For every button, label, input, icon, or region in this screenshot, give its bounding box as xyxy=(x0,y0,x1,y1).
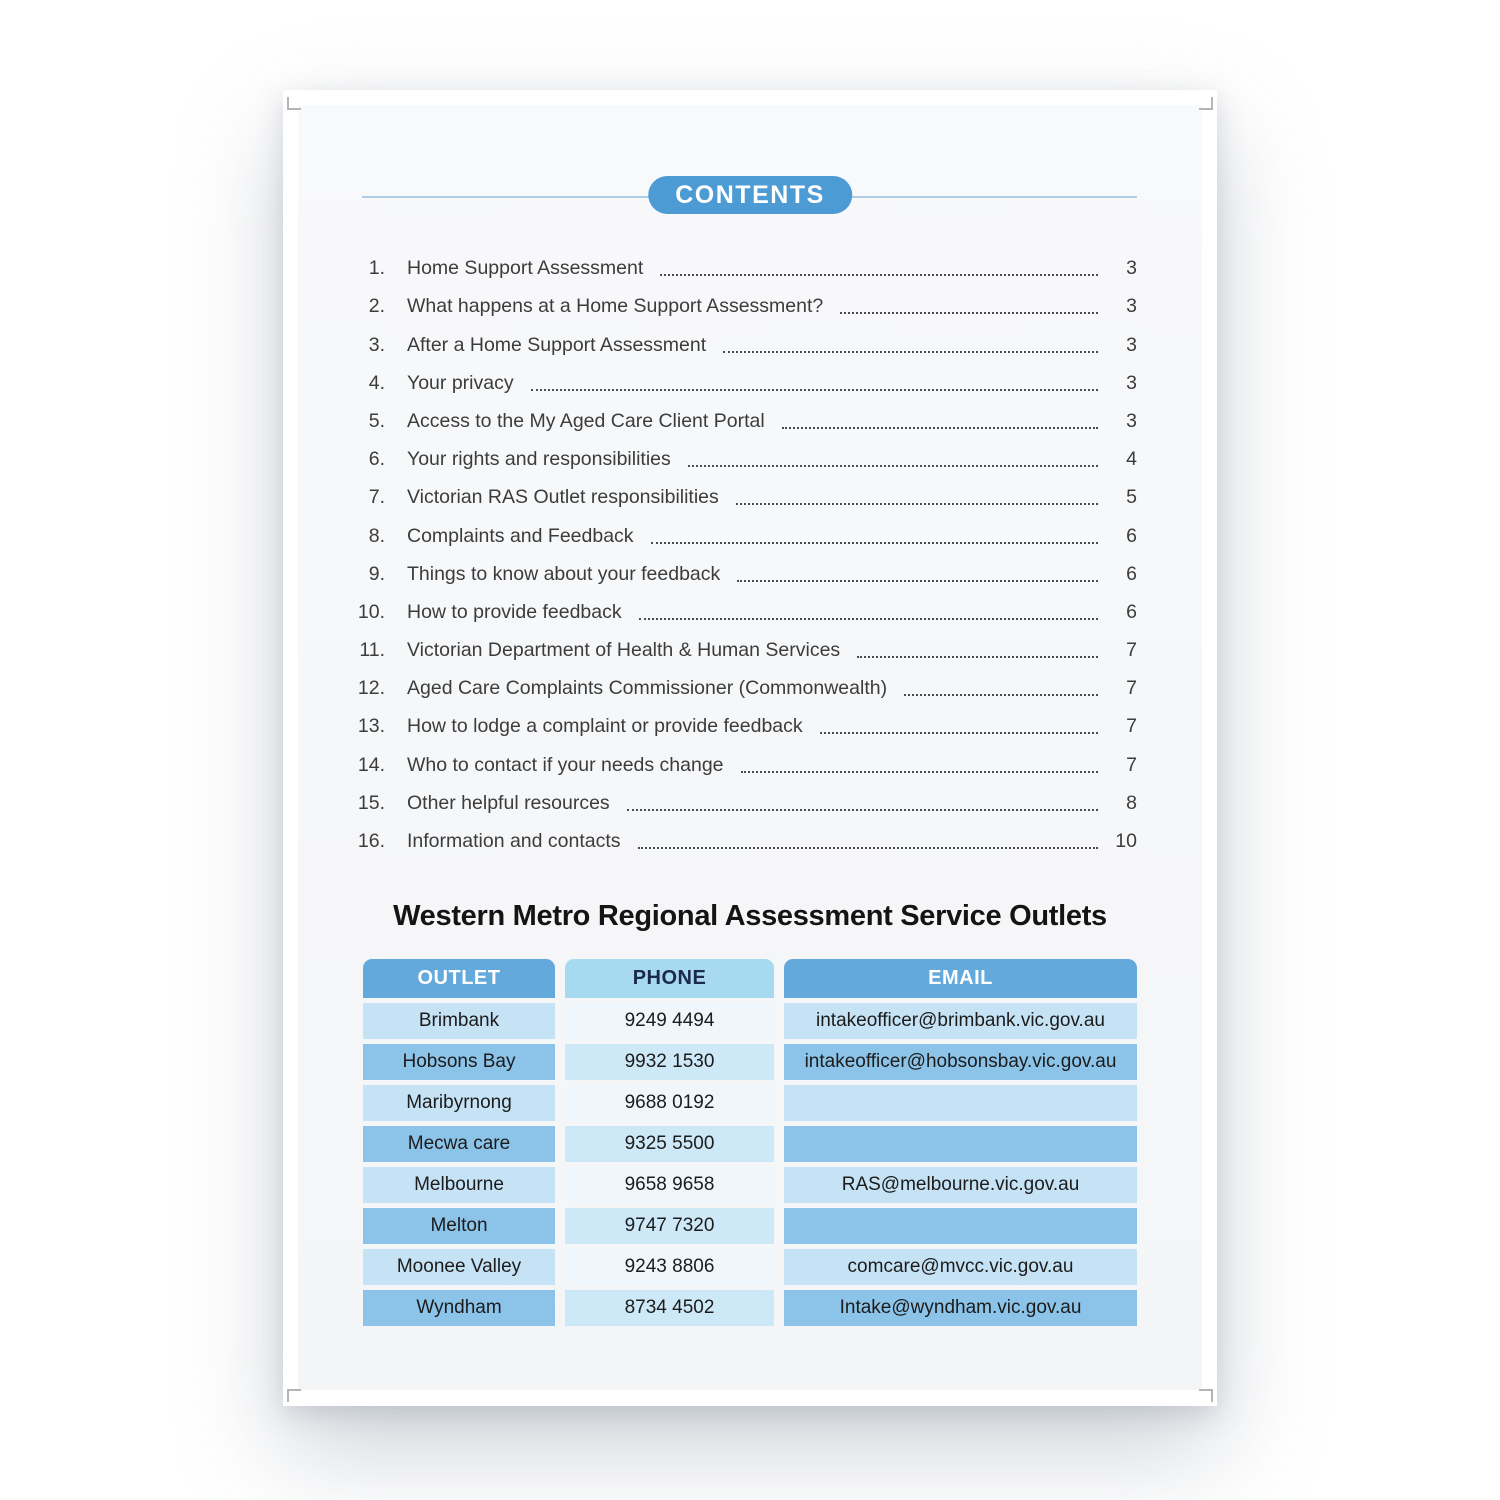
toc-entry-title: Things to know about your feedback xyxy=(407,562,721,585)
toc-entry-title: How to provide feedback xyxy=(407,600,622,623)
toc-entry-page-number: 3 xyxy=(1126,295,1137,318)
toc-leader-dots xyxy=(688,465,1098,467)
toc-entry-number: 2. xyxy=(368,295,385,318)
email-column-header: EMAIL xyxy=(784,959,1137,998)
phone-cell: 9932 1530 xyxy=(565,1044,774,1080)
toc-entry-number: 14. xyxy=(357,753,385,776)
phone-cell: 9249 4494 xyxy=(565,1003,774,1039)
toc-leader-dots xyxy=(627,809,1098,811)
outlets-table-header-row xyxy=(363,959,1137,998)
toc-entry-number: 3. xyxy=(368,333,385,356)
toc-entry-number: 6. xyxy=(368,448,385,471)
toc-entry-title: Your privacy xyxy=(407,371,514,394)
toc-entry-title: Complaints and Feedback xyxy=(407,524,634,547)
phone-cell: 9325 5500 xyxy=(565,1126,774,1162)
toc-entry-title: Information and contacts xyxy=(407,830,621,852)
toc-entry-page-number: 6 xyxy=(1126,600,1137,623)
outlet-cell: Hobsons Bay xyxy=(363,1044,555,1080)
toc-entry-title: Home Support Assessment xyxy=(407,257,644,280)
outlet-cell: Maribyrnong xyxy=(363,1085,555,1121)
toc-entry-title: After a Home Support Assessment xyxy=(407,333,707,356)
toc-entry-title: How to lodge a complaint or provide feedback xyxy=(407,715,803,738)
toc-entry-page-number: 7 xyxy=(1126,639,1137,662)
email-cell: intakeofficer@hobsonsbay.vic.gov.au xyxy=(784,1044,1137,1080)
toc-entry xyxy=(353,242,1137,280)
toc-entry-title: What happens at a Home Support Assessment? xyxy=(407,295,824,318)
email-cell xyxy=(784,1126,1137,1162)
toc-entry-number: 1. xyxy=(368,257,385,280)
email-cell: RAS@melbourne.vic.gov.au xyxy=(784,1167,1137,1203)
toc-entry-number: 8. xyxy=(368,524,385,547)
section-title: Western Metro Regional Assessment Service Outlets xyxy=(393,900,1107,932)
toc-entry-title: Your rights and responsibilities xyxy=(407,448,671,471)
toc-entry-number: 7. xyxy=(368,486,385,509)
toc-leader-dots xyxy=(651,542,1098,544)
toc-entry-page-number: 7 xyxy=(1126,715,1137,738)
outlet-cell: Melbourne xyxy=(363,1167,555,1203)
toc-leader-dots xyxy=(820,732,1098,734)
toc-leader-dots xyxy=(741,771,1098,773)
page-sheet xyxy=(283,90,1217,1406)
toc-entry xyxy=(353,357,1137,395)
outlets-table-body xyxy=(363,1003,1137,1326)
phone-column-header: PHONE xyxy=(565,959,774,998)
toc-entry-number: 13. xyxy=(357,715,385,738)
toc-leader-dots xyxy=(639,618,1098,620)
toc-entry xyxy=(353,624,1137,662)
toc-entry xyxy=(353,815,1137,853)
toc-entry-page-number: 7 xyxy=(1126,753,1137,776)
outlet-cell: Mecwa care xyxy=(363,1126,555,1162)
outlet-cell: Wyndham xyxy=(363,1290,555,1326)
toc-entry-number: 5. xyxy=(368,409,385,432)
toc-entry xyxy=(353,586,1137,624)
toc-leader-dots xyxy=(737,580,1098,582)
outlets-table xyxy=(363,959,1137,1326)
toc-entry xyxy=(353,548,1137,586)
toc-entry xyxy=(353,471,1137,509)
toc-entry-page-number: 3 xyxy=(1126,409,1137,432)
toc-entry xyxy=(353,738,1137,776)
table-of-contents xyxy=(353,242,1137,853)
phone-cell: 8734 4502 xyxy=(565,1290,774,1326)
phone-cell: 9658 9658 xyxy=(565,1167,774,1203)
phone-cell: 9243 8806 xyxy=(565,1249,774,1285)
toc-entry-page-number: 4 xyxy=(1126,448,1137,471)
toc-entry-page-number: 5 xyxy=(1126,486,1137,509)
toc-leader-dots xyxy=(857,656,1098,658)
outlet-cell: Brimbank xyxy=(363,1003,555,1039)
crop-mark-top-left-icon xyxy=(287,97,301,110)
toc-entry-page-number: 6 xyxy=(1126,562,1137,585)
toc-leader-dots xyxy=(782,427,1098,429)
outlet-cell: Melton xyxy=(363,1208,555,1244)
toc-leader-dots xyxy=(531,389,1098,391)
toc-entry xyxy=(353,509,1137,547)
toc-leader-dots xyxy=(723,351,1098,353)
toc-entry xyxy=(353,777,1137,815)
phone-cell: 9688 0192 xyxy=(565,1085,774,1121)
outlet-cell: Moonee Valley xyxy=(363,1249,555,1285)
toc-entry-page-number: 7 xyxy=(1126,677,1137,700)
email-cell: Intake@wyndham.vic.gov.au xyxy=(784,1290,1137,1326)
toc-entry-number: 9. xyxy=(368,562,385,585)
toc-entry-page-number: 6 xyxy=(1126,524,1137,547)
toc-entry-page-number: 3 xyxy=(1126,371,1137,394)
toc-entry xyxy=(353,318,1137,356)
toc-entry-number: 15. xyxy=(357,791,385,814)
toc-entry-title: Victorian RAS Outlet responsibilities xyxy=(407,486,719,509)
toc-entry-number: 4. xyxy=(368,371,385,394)
toc-entry-title: Who to contact if your needs change xyxy=(407,753,724,776)
toc-entry-number: 10. xyxy=(357,600,385,623)
email-cell xyxy=(784,1085,1137,1121)
toc-leader-dots xyxy=(904,694,1098,696)
toc-entry-title: Victorian Department of Health & Human Services xyxy=(407,639,841,662)
contents-heading: CONTENTS xyxy=(648,176,852,214)
toc-entry-page-number: 8 xyxy=(1126,791,1137,814)
crop-mark-bottom-right-icon xyxy=(1199,1389,1213,1402)
toc-entry-title: Other helpful resources xyxy=(407,791,610,814)
toc-leader-dots xyxy=(736,503,1098,505)
outlet-column-header: OUTLET xyxy=(363,959,555,998)
toc-entry-number: 16. xyxy=(357,830,385,852)
toc-entry xyxy=(353,395,1137,433)
toc-entry-page-number: 3 xyxy=(1126,257,1137,280)
phone-cell: 9747 7320 xyxy=(565,1208,774,1244)
toc-entry-page-number: 10 xyxy=(1115,830,1137,852)
toc-entry-number: 12. xyxy=(357,677,385,700)
toc-entry xyxy=(353,700,1137,738)
toc-leader-dots xyxy=(660,274,1098,276)
email-cell xyxy=(784,1208,1137,1244)
toc-entry xyxy=(353,433,1137,471)
toc-entry xyxy=(353,662,1137,700)
email-cell: intakeofficer@brimbank.vic.gov.au xyxy=(784,1003,1137,1039)
toc-entry-title: Aged Care Complaints Commissioner (Commonwealth) xyxy=(407,677,888,700)
crop-mark-bottom-left-icon xyxy=(287,1389,301,1402)
toc-leader-dots xyxy=(638,847,1098,849)
toc-entry-title: Access to the My Aged Care Client Portal xyxy=(407,409,765,432)
email-cell: comcare@mvcc.vic.gov.au xyxy=(784,1249,1137,1285)
crop-mark-top-right-icon xyxy=(1199,97,1213,110)
toc-entry-number: 11. xyxy=(359,639,385,662)
toc-entry-page-number: 3 xyxy=(1126,333,1137,356)
toc-entry xyxy=(353,280,1137,318)
toc-leader-dots xyxy=(840,312,1098,314)
